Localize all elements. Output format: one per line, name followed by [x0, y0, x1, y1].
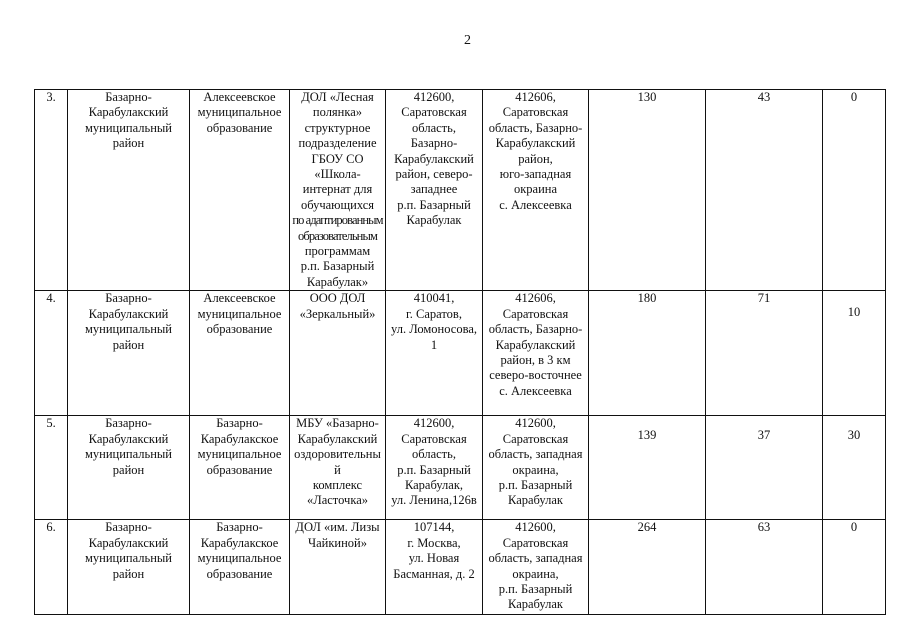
value-2-cell: 43 — [706, 90, 823, 291]
district-cell: Базарно- Карабулакский муниципальный район — [68, 90, 190, 291]
value-2-cell: 71 — [706, 291, 823, 416]
actual-address-cell: 412600, Саратовская область, западная окраина, р.п. Базарный Карабулак — [483, 416, 589, 520]
camp-name-cell: ООО ДОЛ «Зеркальный» — [290, 291, 386, 416]
value-3-cell: 0 — [823, 90, 886, 291]
actual-address-cell: 412606, Саратовская область, Базарно- Карабулакский район, в 3 км северо-восточнее с. Алексеевка — [483, 291, 589, 416]
municipality-cell: Алексеевское муниципальное образование — [190, 90, 290, 291]
legal-address-cell: 412600, Саратовская область, Базарно- Карабулакский район, северо- западнее р.п. Базарный Карабулак — [386, 90, 483, 291]
value-1-cell: 139 — [589, 416, 706, 520]
value-1-cell: 180 — [589, 291, 706, 416]
municipality-cell: Базарно- Карабулакское муниципальное образование — [190, 416, 290, 520]
page-number: 2 — [464, 33, 471, 48]
camp-name-text: ДОЛ «Лесная полянка» структурное подразделение ГБОУ СО «Школа- интернат для обучающихся — [298, 90, 377, 212]
row-number: 6. — [35, 520, 68, 615]
table-row — [35, 416, 886, 520]
value-3-cell: 10 — [823, 291, 886, 416]
municipality-cell: Алексеевское муниципальное образование — [190, 291, 290, 416]
camp-name-tail-text: программам р.п. Базарный Карабулак» — [300, 244, 375, 289]
table-row — [35, 291, 886, 416]
camp-name-cell — [290, 90, 386, 291]
table-row — [35, 520, 886, 615]
municipality-cell: Базарно- Карабулакское муниципальное образование — [190, 520, 290, 615]
value-2-cell: 63 — [706, 520, 823, 615]
camps-table — [34, 89, 886, 615]
value-3-cell: 0 — [823, 520, 886, 615]
value-1-cell: 264 — [589, 520, 706, 615]
row-number: 5. — [35, 416, 68, 520]
value-2-cell: 37 — [706, 416, 823, 520]
camp-name-cell: МБУ «Базарно- Карабулакский оздоровительный комплекс «Ласточка» — [290, 416, 386, 520]
camp-name-compressed-text: по адаптированным образовательным — [292, 213, 383, 243]
table-row — [35, 90, 886, 291]
actual-address-cell: 412606, Саратовская область, Базарно- Карабулакский район, юго-западная окраина с. Алексеевка — [483, 90, 589, 291]
row-number: 3. — [35, 90, 68, 291]
district-cell: Базарно- Карабулакский муниципальный район — [68, 291, 190, 416]
legal-address-cell: 412600, Саратовская область, р.п. Базарный Карабулак, ул. Ленина,126в — [386, 416, 483, 520]
district-cell: Базарно- Карабулакский муниципальный район — [68, 416, 190, 520]
legal-address-cell: 410041, г. Саратов, ул. Ломоносова, 1 — [386, 291, 483, 416]
row-number: 4. — [35, 291, 68, 416]
value-3-cell: 30 — [823, 416, 886, 520]
camp-name-cell: ДОЛ «им. Лизы Чайкиной» — [290, 520, 386, 615]
actual-address-cell: 412600, Саратовская область, западная окраина, р.п. Базарный Карабулак — [483, 520, 589, 615]
district-cell: Базарно- Карабулакский муниципальный район — [68, 520, 190, 615]
value-1-cell: 130 — [589, 90, 706, 291]
legal-address-cell: 107144, г. Москва, ул. Новая Басманная, д. 2 — [386, 520, 483, 615]
